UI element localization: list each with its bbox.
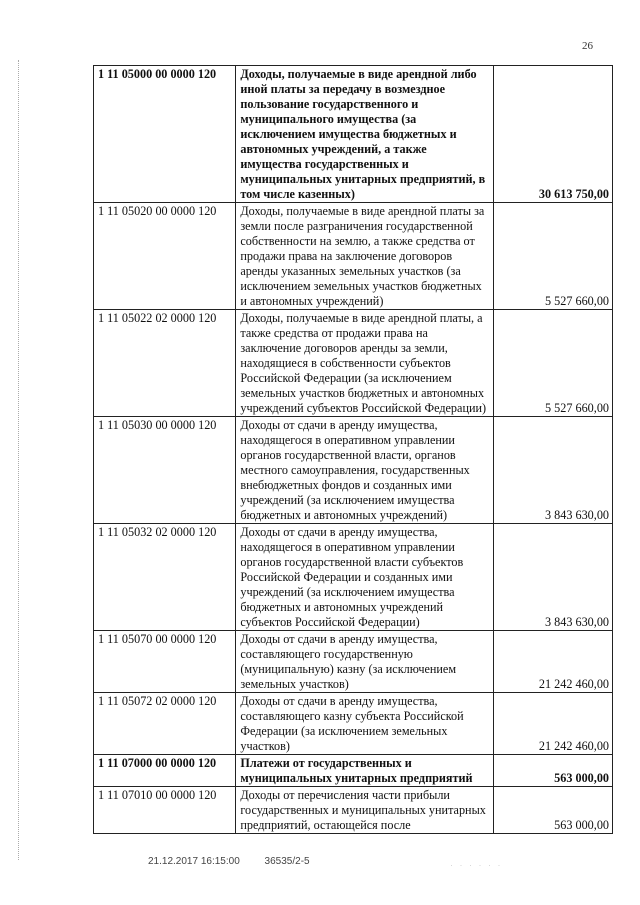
revenue-code-cell: 1 11 05070 00 0000 120	[94, 631, 236, 693]
binding-margin-line	[18, 60, 20, 860]
revenue-amount-cell: 563 000,00	[493, 755, 612, 787]
table-row	[94, 755, 613, 787]
revenue-table	[93, 65, 613, 834]
revenue-code-cell: 1 11 05020 00 0000 120	[94, 203, 236, 310]
table-row	[94, 417, 613, 524]
table-row	[94, 787, 613, 834]
table-row	[94, 203, 613, 310]
revenue-amount-cell: 3 843 630,00	[493, 417, 612, 524]
table-row	[94, 693, 613, 755]
revenue-description-cell: Платежи от государственных и муниципальных унитарных предприятий	[236, 755, 493, 787]
revenue-description-cell: Доходы, получаемые в виде арендной платы, а также средства от продажи права на заключение договоров аренды за земли, находящиеся в собственности субъектов Российской Федерации (за исключением земельных участков бюджетных и автономных учреждений субъектов Российской Федерации)	[236, 310, 493, 417]
revenue-code-cell: 1 11 07000 00 0000 120	[94, 755, 236, 787]
revenue-description-cell: Доходы от сдачи в аренду имущества, составляющего государственную (муниципальную) казну (за исключением земельных участков)	[236, 631, 493, 693]
revenue-amount-cell: 30 613 750,00	[493, 66, 612, 203]
revenue-description-cell: Доходы, получаемые в виде арендной либо иной платы за передачу в возмездное пользование государственного и муниципального имущества (за исключением имущества бюджетных и автономных учреждений, а также имущества государственных и муниципальных унитарных предприятий, в том числе казенных)	[236, 66, 493, 203]
revenue-amount-cell: 5 527 660,00	[493, 203, 612, 310]
footer-doc-id: 36535/2-5	[264, 856, 310, 867]
revenue-amount-cell: 3 843 630,00	[493, 524, 612, 631]
revenue-amount-cell: 563 000,00	[493, 787, 612, 834]
revenue-description-cell: Доходы, получаемые в виде арендной платы за земли после разграничения государственной собственности на землю, а также средства от продажи права на заключение договоров аренды указанных земельных участков (за исключением земельных участков бюджетных и автономных учреждений)	[236, 203, 493, 310]
revenue-amount-cell: 21 242 460,00	[493, 631, 612, 693]
revenue-code-cell: 1 11 05022 02 0000 120	[94, 310, 236, 417]
revenue-amount-cell: 5 527 660,00	[493, 310, 612, 417]
revenue-code-cell: 1 11 05032 02 0000 120	[94, 524, 236, 631]
page-number: 26	[582, 40, 593, 52]
table-row	[94, 66, 613, 203]
faint-watermark: · · · · · ·	[450, 860, 503, 870]
revenue-description-cell: Доходы от перечисления части прибыли государственных и муниципальных унитарных предприятий, остающейся после	[236, 787, 493, 834]
table-row	[94, 524, 613, 631]
table-row	[94, 310, 613, 417]
revenue-description-cell: Доходы от сдачи в аренду имущества, находящегося в оперативном управлении органов государственной власти, органов местного самоуправления, государственных внебюджетных фондов и созданных ими учреждений (за исключением имущества бюджетных и автономных учреждений)	[236, 417, 493, 524]
revenue-description-cell: Доходы от сдачи в аренду имущества, находящегося в оперативном управлении органов государственной власти субъектов Российской Федерации и созданных ими учреждений (за исключением имущества бюджетных и автономных учреждений субъектов Российской Федерации)	[236, 524, 493, 631]
table-row	[94, 631, 613, 693]
revenue-table-body	[94, 66, 613, 834]
revenue-code-cell: 1 11 05000 00 0000 120	[94, 66, 236, 203]
footer-stamp	[148, 856, 332, 867]
footer-datetime: 21.12.2017 16:15:00	[148, 856, 240, 867]
revenue-code-cell: 1 11 05030 00 0000 120	[94, 417, 236, 524]
revenue-code-cell: 1 11 05072 02 0000 120	[94, 693, 236, 755]
revenue-description-cell: Доходы от сдачи в аренду имущества, составляющего казну субъекта Российской Федерации (за исключением земельных участков)	[236, 693, 493, 755]
revenue-amount-cell: 21 242 460,00	[493, 693, 612, 755]
revenue-code-cell: 1 11 07010 00 0000 120	[94, 787, 236, 834]
